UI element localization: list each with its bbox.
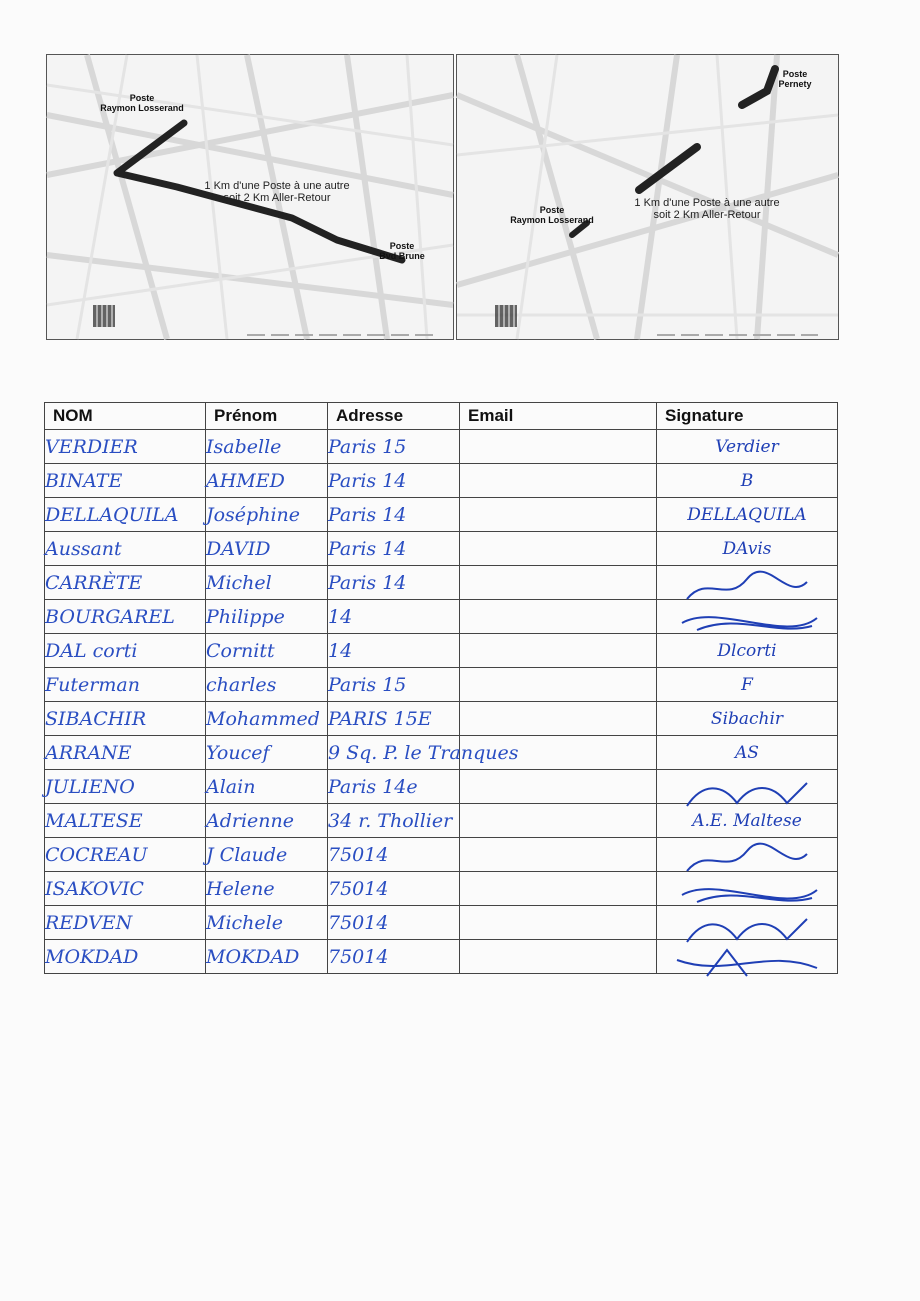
table-row [45, 498, 838, 532]
table-row [45, 566, 838, 600]
cell-adresse: 14 [328, 600, 460, 634]
label-line: Pernety [778, 79, 812, 89]
cell-email [460, 634, 657, 668]
cell-email [460, 532, 657, 566]
cell-prenom: Alain [206, 770, 328, 804]
cell-adresse: Paris 14 [328, 532, 460, 566]
cell-email [460, 770, 657, 804]
cell-nom: REDVEN [45, 906, 206, 940]
cell-nom: ISAKOVIC [45, 872, 206, 906]
cell-prenom: Isabelle [206, 430, 328, 464]
cell-prenom: Youcef [206, 736, 328, 770]
cell-prenom: Joséphine [206, 498, 328, 532]
cell-adresse: Paris 14e [328, 770, 460, 804]
label-line: Raymon Losserand [510, 215, 594, 225]
label-line: Bvd Brune [379, 251, 425, 261]
cell-prenom: AHMED [206, 464, 328, 498]
map-left-distance-note [192, 180, 362, 204]
cell-email [460, 940, 657, 974]
cell-adresse: Paris 15 [328, 430, 460, 464]
table-row [45, 940, 838, 974]
header-prenom: Prénom [206, 403, 328, 430]
table-row [45, 872, 838, 906]
cell-signature [657, 838, 838, 872]
note-line: soit 2 Km Aller-Retour [653, 209, 761, 221]
cell-email [460, 668, 657, 702]
cell-adresse: Paris 14 [328, 566, 460, 600]
table-row [45, 906, 838, 940]
cell-signature: Dlcorti [657, 634, 838, 668]
cell-signature [657, 872, 838, 906]
map-right-end-label [497, 205, 607, 225]
table-row [45, 430, 838, 464]
map-attribution [247, 334, 433, 336]
map-qr-code [93, 305, 115, 327]
label-line: Poste [539, 205, 565, 215]
table-row [45, 804, 838, 838]
cell-adresse: PARIS 15E [328, 702, 460, 736]
cell-nom: CARRÈTE [45, 566, 206, 600]
cell-nom: SIBACHIR [45, 702, 206, 736]
cell-email [460, 430, 657, 464]
cell-prenom: Michele [206, 906, 328, 940]
cell-nom: ARRANE [45, 736, 206, 770]
map-left-end-label [377, 241, 427, 261]
cell-email [460, 464, 657, 498]
table-row [45, 668, 838, 702]
cell-adresse: 34 r. Thollier [328, 804, 460, 838]
cell-nom: JULIENO [45, 770, 206, 804]
cell-prenom: MOKDAD [206, 940, 328, 974]
cell-adresse: 75014 [328, 872, 460, 906]
map-right-distance-note [622, 197, 792, 221]
cell-signature: F [657, 668, 838, 702]
label-line: Poste [782, 69, 808, 79]
table-row [45, 702, 838, 736]
cell-email [460, 906, 657, 940]
cell-prenom: Cornitt [206, 634, 328, 668]
cell-prenom: J Claude [206, 838, 328, 872]
cell-signature [657, 906, 838, 940]
note-line: 1 Km d'une Poste à une autre [204, 180, 350, 192]
cell-nom: BOURGAREL [45, 600, 206, 634]
cell-signature: AS [657, 736, 838, 770]
cell-signature: B [657, 464, 838, 498]
map-right-start-label [775, 69, 815, 89]
table-row [45, 532, 838, 566]
map-qr-code [495, 305, 517, 327]
cell-prenom: Adrienne [206, 804, 328, 838]
signature-table [44, 402, 838, 974]
note-line: 1 Km d'une Poste à une autre [634, 197, 780, 209]
table-row [45, 464, 838, 498]
cell-signature [657, 770, 838, 804]
table-row [45, 736, 838, 770]
table-header-row [45, 403, 838, 430]
cell-signature [657, 940, 838, 974]
cell-signature: A.E. Maltese [657, 804, 838, 838]
cell-prenom: Mohammed [206, 702, 328, 736]
cell-email [460, 566, 657, 600]
label-line: Raymon Losserand [100, 103, 184, 113]
label-line: Poste [389, 241, 415, 251]
cell-signature [657, 566, 838, 600]
cell-adresse: 9 Sq. P. le Tranques [328, 736, 460, 770]
header-adresse: Adresse [328, 403, 460, 430]
table-row [45, 770, 838, 804]
table-row [45, 838, 838, 872]
header-email: Email [460, 403, 657, 430]
cell-nom: DAL corti [45, 634, 206, 668]
table-row [45, 634, 838, 668]
cell-nom: COCREAU [45, 838, 206, 872]
cell-nom: MOKDAD [45, 940, 206, 974]
cell-adresse: 75014 [328, 940, 460, 974]
header-signature: Signature [657, 403, 838, 430]
cell-signature: DELLAQUILA [657, 498, 838, 532]
header-nom: NOM [45, 403, 206, 430]
cell-signature: DAvis [657, 532, 838, 566]
cell-prenom: Helene [206, 872, 328, 906]
cell-email [460, 600, 657, 634]
cell-nom: VERDIER [45, 430, 206, 464]
label-line: Poste [129, 93, 155, 103]
cell-email [460, 804, 657, 838]
cell-prenom: Michel [206, 566, 328, 600]
cell-email [460, 498, 657, 532]
cell-adresse: 75014 [328, 838, 460, 872]
cell-email [460, 702, 657, 736]
cell-adresse: Paris 14 [328, 498, 460, 532]
cell-adresse: Paris 14 [328, 464, 460, 498]
cell-prenom: DAVID [206, 532, 328, 566]
map-right [456, 54, 839, 340]
cell-nom: DELLAQUILA [45, 498, 206, 532]
cell-nom: Futerman [45, 668, 206, 702]
cell-signature [657, 600, 838, 634]
cell-email [460, 872, 657, 906]
cell-nom: Aussant [45, 532, 206, 566]
table-row [45, 600, 838, 634]
map-left [46, 54, 454, 340]
table-body [45, 430, 838, 974]
handwritten-signature [667, 948, 827, 978]
cell-adresse: 75014 [328, 906, 460, 940]
map-attribution [657, 334, 818, 336]
cell-signature: Verdier [657, 430, 838, 464]
note-line: soit 2 Km Aller-Retour [223, 192, 331, 204]
cell-email [460, 838, 657, 872]
cell-nom: MALTESE [45, 804, 206, 838]
cell-adresse: Paris 15 [328, 668, 460, 702]
cell-nom: BINATE [45, 464, 206, 498]
map-left-start-label [87, 93, 197, 113]
cell-prenom: charles [206, 668, 328, 702]
cell-signature: Sibachir [657, 702, 838, 736]
cell-prenom: Philippe [206, 600, 328, 634]
cell-adresse: 14 [328, 634, 460, 668]
